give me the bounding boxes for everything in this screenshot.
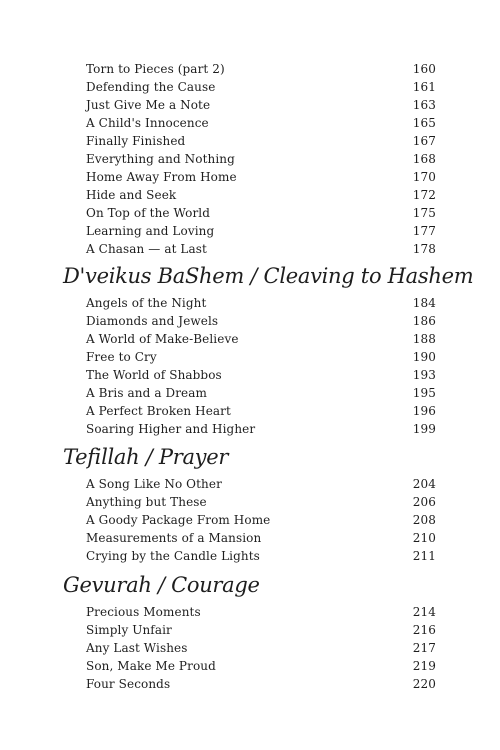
entry-title: Son, Make Me Proud xyxy=(86,659,216,673)
toc-entry xyxy=(0,312,500,330)
toc-entry xyxy=(0,384,500,402)
entry-page-number: 172 xyxy=(412,188,436,202)
toc-entry xyxy=(0,60,500,78)
entry-title: A World of Make-Believe xyxy=(86,332,239,346)
entry-page-number: 178 xyxy=(412,242,436,256)
entry-page-number: 216 xyxy=(412,623,436,637)
entry-page-number: 210 xyxy=(412,531,436,545)
toc-entry-list xyxy=(0,603,500,693)
entry-page-number: 206 xyxy=(412,495,436,509)
toc-entry xyxy=(0,186,500,204)
entry-page-number: 199 xyxy=(412,422,436,436)
toc-entry xyxy=(0,639,500,657)
entry-title: Any Last Wishes xyxy=(86,641,188,655)
entry-page-number: 219 xyxy=(412,659,436,673)
entry-page-number: 163 xyxy=(412,98,436,112)
toc-entry xyxy=(0,511,500,529)
toc-entry xyxy=(0,348,500,366)
entry-title: A Perfect Broken Heart xyxy=(86,404,231,418)
entry-page-number: 214 xyxy=(412,605,436,619)
toc-entry xyxy=(0,675,500,693)
entry-title: Home Away From Home xyxy=(86,170,237,184)
entry-page-number: 204 xyxy=(412,477,436,491)
toc-entry xyxy=(0,222,500,240)
entry-page-number: 196 xyxy=(412,404,436,418)
entry-title: Torn to Pieces (part 2) xyxy=(86,62,225,76)
entry-title: Free to Cry xyxy=(86,350,157,364)
entry-title: Precious Moments xyxy=(86,605,201,619)
entry-title: Four Seconds xyxy=(86,677,171,691)
toc-entry xyxy=(0,529,500,547)
entry-page-number: 193 xyxy=(412,368,436,382)
entry-page-number: 220 xyxy=(412,677,436,691)
toc-entry xyxy=(0,78,500,96)
entry-page-number: 177 xyxy=(412,224,436,238)
entry-page-number: 211 xyxy=(412,549,436,563)
section-heading: Gevurah / Courage xyxy=(63,573,260,597)
entry-title: Simply Unfair xyxy=(86,623,172,637)
toc-entry xyxy=(0,603,500,621)
toc-entry xyxy=(0,493,500,511)
entry-page-number: 170 xyxy=(412,170,436,184)
entry-title: Anything but These xyxy=(86,495,207,509)
entry-title: Crying by the Candle Lights xyxy=(86,549,260,563)
entry-page-number: 190 xyxy=(412,350,436,364)
entry-title: Angels of the Night xyxy=(86,296,207,310)
toc-entry xyxy=(0,240,500,258)
entry-title: Defending the Cause xyxy=(86,80,216,94)
toc-entry xyxy=(0,96,500,114)
entry-page-number: 208 xyxy=(412,513,436,527)
entry-title: Learning and Loving xyxy=(86,224,215,238)
toc-entry-list xyxy=(0,294,500,438)
entry-title: Everything and Nothing xyxy=(86,152,235,166)
toc-entry-list xyxy=(0,475,500,565)
entry-page-number: 195 xyxy=(412,386,436,400)
toc-entry xyxy=(0,330,500,348)
toc-entry xyxy=(0,420,500,438)
entry-title: The World of Shabbos xyxy=(86,368,222,382)
entry-page-number: 188 xyxy=(412,332,436,346)
toc-entry xyxy=(0,621,500,639)
section-heading: Tefillah / Prayer xyxy=(63,445,229,469)
entry-title: A Song Like No Other xyxy=(86,477,222,491)
entry-page-number: 217 xyxy=(412,641,436,655)
entry-page-number: 161 xyxy=(412,80,436,94)
entry-page-number: 165 xyxy=(412,116,436,130)
entry-title: A Child's Innocence xyxy=(86,116,209,130)
entry-page-number: 184 xyxy=(412,296,436,310)
toc-entry xyxy=(0,294,500,312)
toc-entry-list xyxy=(0,60,500,258)
entry-page-number: 186 xyxy=(412,314,436,328)
entry-page-number: 160 xyxy=(412,62,436,76)
toc-entry xyxy=(0,204,500,222)
entry-title: A Goody Package From Home xyxy=(86,513,271,527)
toc-entry xyxy=(0,168,500,186)
entry-title: Soaring Higher and Higher xyxy=(86,422,256,436)
entry-title: Measurements of a Mansion xyxy=(86,531,262,545)
toc-entry xyxy=(0,475,500,493)
section-heading: D'veikus BaShem / Cleaving to Hashem xyxy=(63,264,474,288)
entry-title: A Bris and a Dream xyxy=(86,386,207,400)
entry-title: Finally Finished xyxy=(86,134,186,148)
toc-entry xyxy=(0,132,500,150)
entry-title: Just Give Me a Note xyxy=(86,98,211,112)
toc-entry xyxy=(0,150,500,168)
entry-page-number: 167 xyxy=(412,134,436,148)
toc-entry xyxy=(0,366,500,384)
toc-entry xyxy=(0,402,500,420)
entry-title: On Top of the World xyxy=(86,206,211,220)
toc-entry xyxy=(0,114,500,132)
toc-entry xyxy=(0,657,500,675)
entry-page-number: 168 xyxy=(412,152,436,166)
entry-title: A Chasan — at Last xyxy=(86,242,207,256)
toc-entry xyxy=(0,547,500,565)
entry-title: Hide and Seek xyxy=(86,188,177,202)
entry-page-number: 175 xyxy=(412,206,436,220)
entry-title: Diamonds and Jewels xyxy=(86,314,219,328)
